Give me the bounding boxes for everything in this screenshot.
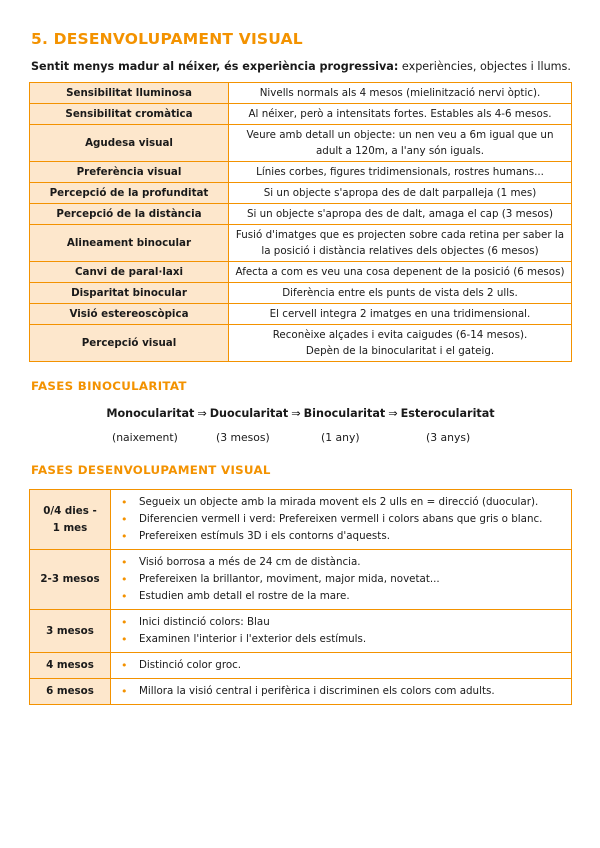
- ability-label: Canvi de paral·laxi: [30, 262, 229, 283]
- milestone-list-cell: [111, 550, 572, 610]
- age-line: 4 mesos: [46, 659, 94, 671]
- ability-label: Percepció de la distància: [30, 204, 229, 225]
- table-row: [30, 283, 572, 304]
- arrow-icon: ⇒: [197, 407, 207, 420]
- ability-label: Percepció de la profunditat: [30, 183, 229, 204]
- phase-label: Duocularitat: [209, 407, 289, 420]
- description-line: Reconèixe alçades i evita caigudes (6-14 mesos).: [272, 329, 528, 341]
- ability-label: Sensibilitat cromàtica: [30, 104, 229, 125]
- description-line: Diferència entre els punts de vista dels 2 ulls.: [282, 287, 518, 299]
- table-row: [30, 490, 572, 550]
- table-row: [30, 104, 572, 125]
- table-row: [30, 83, 572, 104]
- description-line: Línies corbes, figures tridimensionals, rostres humans...: [256, 166, 544, 178]
- ability-description: [229, 204, 572, 225]
- table-row: [30, 162, 572, 183]
- age-label: [30, 653, 111, 679]
- ability-label: Disparitat binocular: [30, 283, 229, 304]
- phase-age: (1 any): [321, 431, 360, 444]
- age-line: 0/4 dies -: [43, 504, 97, 517]
- development-table: [29, 489, 572, 705]
- description-line: Fusió d'imatges que es projecten sobre cada retina per saber la: [235, 229, 565, 241]
- binocular-heading: FASES BINOCULARITAT: [31, 379, 187, 393]
- ability-description: [229, 283, 572, 304]
- ability-description: [229, 325, 572, 362]
- list-item: • Examinen l'interior i l'exterior dels estímuls.: [121, 631, 563, 648]
- list-item: • Segueix un objecte amb la mirada movent els 2 ulls en = direcció (duocular).: [121, 494, 563, 511]
- ability-description: [229, 304, 572, 325]
- age-label: [30, 610, 111, 653]
- ability-label: Preferència visual: [30, 162, 229, 183]
- ability-description: [229, 83, 572, 104]
- age-line: 3 mesos: [46, 624, 94, 637]
- milestone-list: [121, 494, 563, 545]
- milestone-list-cell: [111, 490, 572, 550]
- age-line: 6 mesos: [46, 685, 94, 697]
- intro-bold: Sentit menys madur al néixer, és experiència progressiva:: [31, 60, 399, 73]
- list-item: • Visió borrosa a més de 24 cm de distància.: [121, 554, 563, 571]
- table-row: [30, 610, 572, 653]
- list-item: • Prefereixen la brillantor, moviment, major mida, novetat...: [121, 571, 563, 588]
- milestone-list-cell: [111, 610, 572, 653]
- phase-label: Monocularitat: [106, 407, 195, 420]
- milestone-list: [121, 614, 563, 648]
- ability-label: Sensibilitat lluminosa: [30, 83, 229, 104]
- ability-description: [229, 104, 572, 125]
- arrow-icon: ⇒: [291, 407, 301, 420]
- description-line: adult a 120m, a l'any són iguals.: [315, 145, 485, 157]
- description-line: Al néixer, però a intensitats fortes. Estables als 4-6 mesos.: [248, 108, 552, 120]
- age-line: 2-3 mesos: [40, 573, 100, 585]
- description-line: Nivells normals als 4 mesos (mielinització nervi òptic).: [259, 87, 541, 99]
- milestone-list-cell: [111, 653, 572, 679]
- page: [28, 22, 573, 705]
- description-line: El cervell integra 2 imatges en una tridimensional.: [269, 308, 531, 320]
- ability-label: Alineament binocular: [30, 225, 229, 262]
- ability-label: Visió estereoscòpica: [30, 304, 229, 325]
- table-row: [30, 225, 572, 262]
- development-heading: FASES DESENVOLUPAMENT VISUAL: [31, 463, 271, 477]
- phase-label: Esterocularitat: [400, 407, 495, 420]
- description-line: Depèn de la binocularitat i el gateig.: [305, 345, 495, 357]
- ability-description: [229, 162, 572, 183]
- ability-description: [229, 262, 572, 283]
- list-item: • Estudien amb detall el rostre de la mare.: [121, 588, 563, 605]
- phase-label: Binocularitat: [303, 407, 386, 420]
- intro-rest: experiències, objectes i llums.: [398, 60, 571, 73]
- milestone-list: [121, 554, 563, 605]
- table-row: [30, 304, 572, 325]
- ability-label: Agudesa visual: [30, 125, 229, 162]
- milestone-list: [121, 683, 563, 700]
- age-label: [30, 490, 111, 550]
- table-row: [30, 204, 572, 225]
- description-line: la posició i distància relatives dels objectes (6 mesos): [261, 245, 539, 257]
- list-item: • Prefereixen estímuls 3D i els contorns d'aquests.: [121, 528, 563, 545]
- arrow-icon: ⇒: [388, 407, 398, 420]
- description-line: Si un objecte s'apropa des de dalt, amaga el cap (3 mesos): [246, 208, 553, 220]
- milestone-list-cell: [111, 679, 572, 705]
- list-item: • Distinció color groc.: [121, 657, 563, 674]
- table-row: [30, 125, 572, 162]
- table-row: [30, 653, 572, 679]
- list-item: • Inici distinció colors: Blau: [121, 614, 563, 631]
- table-row: [30, 550, 572, 610]
- age-label: [30, 679, 111, 705]
- visual-abilities-table: [29, 82, 572, 362]
- list-item: • Millora la visió central i perifèrica i discriminen els colors com adults.: [121, 683, 563, 700]
- phase-age: (3 anys): [426, 431, 471, 444]
- ability-description: [229, 183, 572, 204]
- milestone-list: [121, 657, 563, 674]
- list-item: • Diferencien vermell i verd: Prefereixen vermell i colors abans que gris o blanc.: [121, 511, 563, 528]
- phase-age: (3 mesos): [216, 431, 270, 444]
- ability-label: Percepció visual: [30, 325, 229, 362]
- age-label: [30, 550, 111, 610]
- table-row: [30, 262, 572, 283]
- table-row: [30, 679, 572, 705]
- binocular-ages: [28, 431, 573, 451]
- age-line: 1 mes: [52, 521, 88, 534]
- description-line: Si un objecte s'apropa des de dalt parpalleja (1 mes): [263, 187, 537, 199]
- description-line: Afecta a com es veu una cosa depenent de la posició (6 mesos): [235, 266, 565, 278]
- phase-age: (naixement): [112, 431, 178, 444]
- binocular-phases: [28, 407, 573, 420]
- ability-description: [229, 125, 572, 162]
- ability-description: [229, 225, 572, 262]
- description-line: Veure amb detall un objecte: un nen veu a 6m igual que un: [246, 129, 554, 141]
- page-title: 5. DESENVOLUPAMENT VISUAL: [31, 30, 303, 48]
- table-row: [30, 325, 572, 362]
- intro-text: [31, 60, 573, 73]
- table-row: [30, 183, 572, 204]
